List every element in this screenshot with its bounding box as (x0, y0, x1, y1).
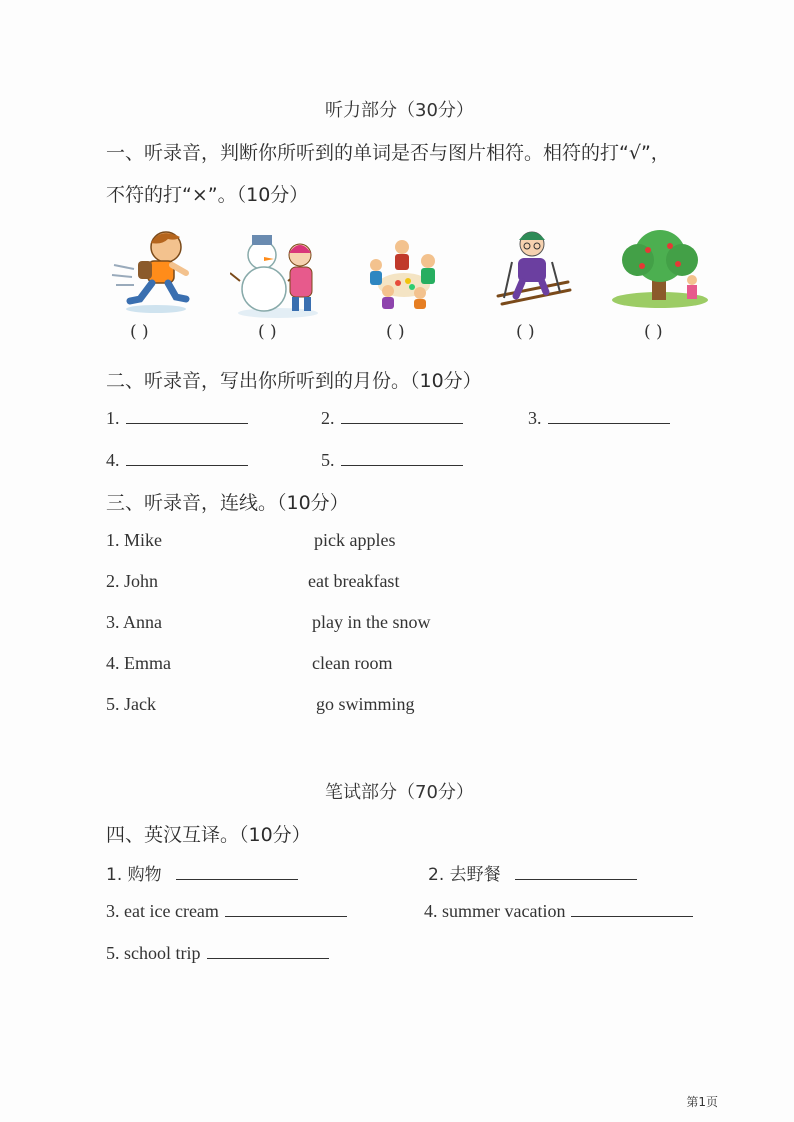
answer-blank[interactable] (176, 878, 298, 880)
q3-left-1[interactable]: 1. Mike (106, 530, 162, 550)
answer-blank[interactable] (571, 915, 693, 917)
q1-answer-3[interactable]: ( ) (386, 322, 405, 342)
answer-blank[interactable] (341, 422, 463, 424)
q2-item-5: 5. (321, 450, 463, 471)
picnic-family-icon (362, 235, 446, 315)
q1-answer-2[interactable]: ( ) (258, 322, 277, 342)
q3-instruction: 三、听录音，连线。（10分） (106, 492, 349, 514)
q2-item-3: 3. (528, 408, 670, 429)
answer-blank[interactable] (515, 878, 637, 880)
running-boy-icon (110, 225, 202, 321)
q1-answer-5[interactable]: ( ) (644, 322, 663, 342)
q2-item-4: 4. (106, 450, 248, 471)
q4-item-3: 3. eat ice cream (106, 901, 347, 922)
q4-item-5: 5. school trip (106, 943, 329, 964)
q1-instruction-line1: 一、听录音，判断你所听到的单词是否与图片相符。相符的打“√”， (106, 142, 670, 164)
q2-item-1: 1. (106, 408, 248, 429)
q4-item-4: 4. summer vacation (424, 901, 693, 922)
answer-blank[interactable] (548, 422, 670, 424)
q3-left-4[interactable]: 4. Emma (106, 653, 171, 673)
writing-section-title: 笔试部分（70分） (325, 782, 474, 803)
answer-blank[interactable] (126, 464, 248, 466)
q3-right-1[interactable]: pick apples (314, 530, 396, 550)
q3-right-3[interactable]: play in the snow (312, 612, 431, 632)
q3-left-5[interactable]: 5. Jack (106, 694, 156, 714)
answer-blank[interactable] (341, 464, 463, 466)
apple-tree-icon (608, 230, 714, 314)
q4-item-2: 2. 去野餐 (428, 860, 637, 885)
skiing-grandma-icon (492, 226, 574, 314)
snowman-girl-icon (230, 225, 326, 325)
q1-answer-4[interactable]: ( ) (516, 322, 535, 342)
q3-right-4[interactable]: clean room (312, 653, 393, 673)
answer-blank[interactable] (207, 957, 329, 959)
answer-blank[interactable] (225, 915, 347, 917)
q3-left-3[interactable]: 3. Anna (106, 612, 162, 632)
q2-item-2: 2. (321, 408, 463, 429)
answer-blank[interactable] (126, 422, 248, 424)
q1-instruction-line2: 不符的打“×”。（10分） (106, 184, 309, 206)
listening-section-title: 听力部分（30分） (325, 100, 474, 121)
q3-right-2[interactable]: eat breakfast (308, 571, 400, 591)
q3-left-2[interactable]: 2. John (106, 571, 159, 591)
page-number: 第1页 (686, 1095, 718, 1109)
q2-instruction: 二、听录音，写出你所听到的月份。（10分） (106, 370, 482, 392)
q4-item-1: 1. 购物 (106, 860, 298, 885)
q3-right-5[interactable]: go swimming (316, 694, 415, 714)
q4-instruction: 四、英汉互译。（10分） (106, 824, 311, 846)
q1-answer-1[interactable]: ( ) (130, 322, 149, 342)
